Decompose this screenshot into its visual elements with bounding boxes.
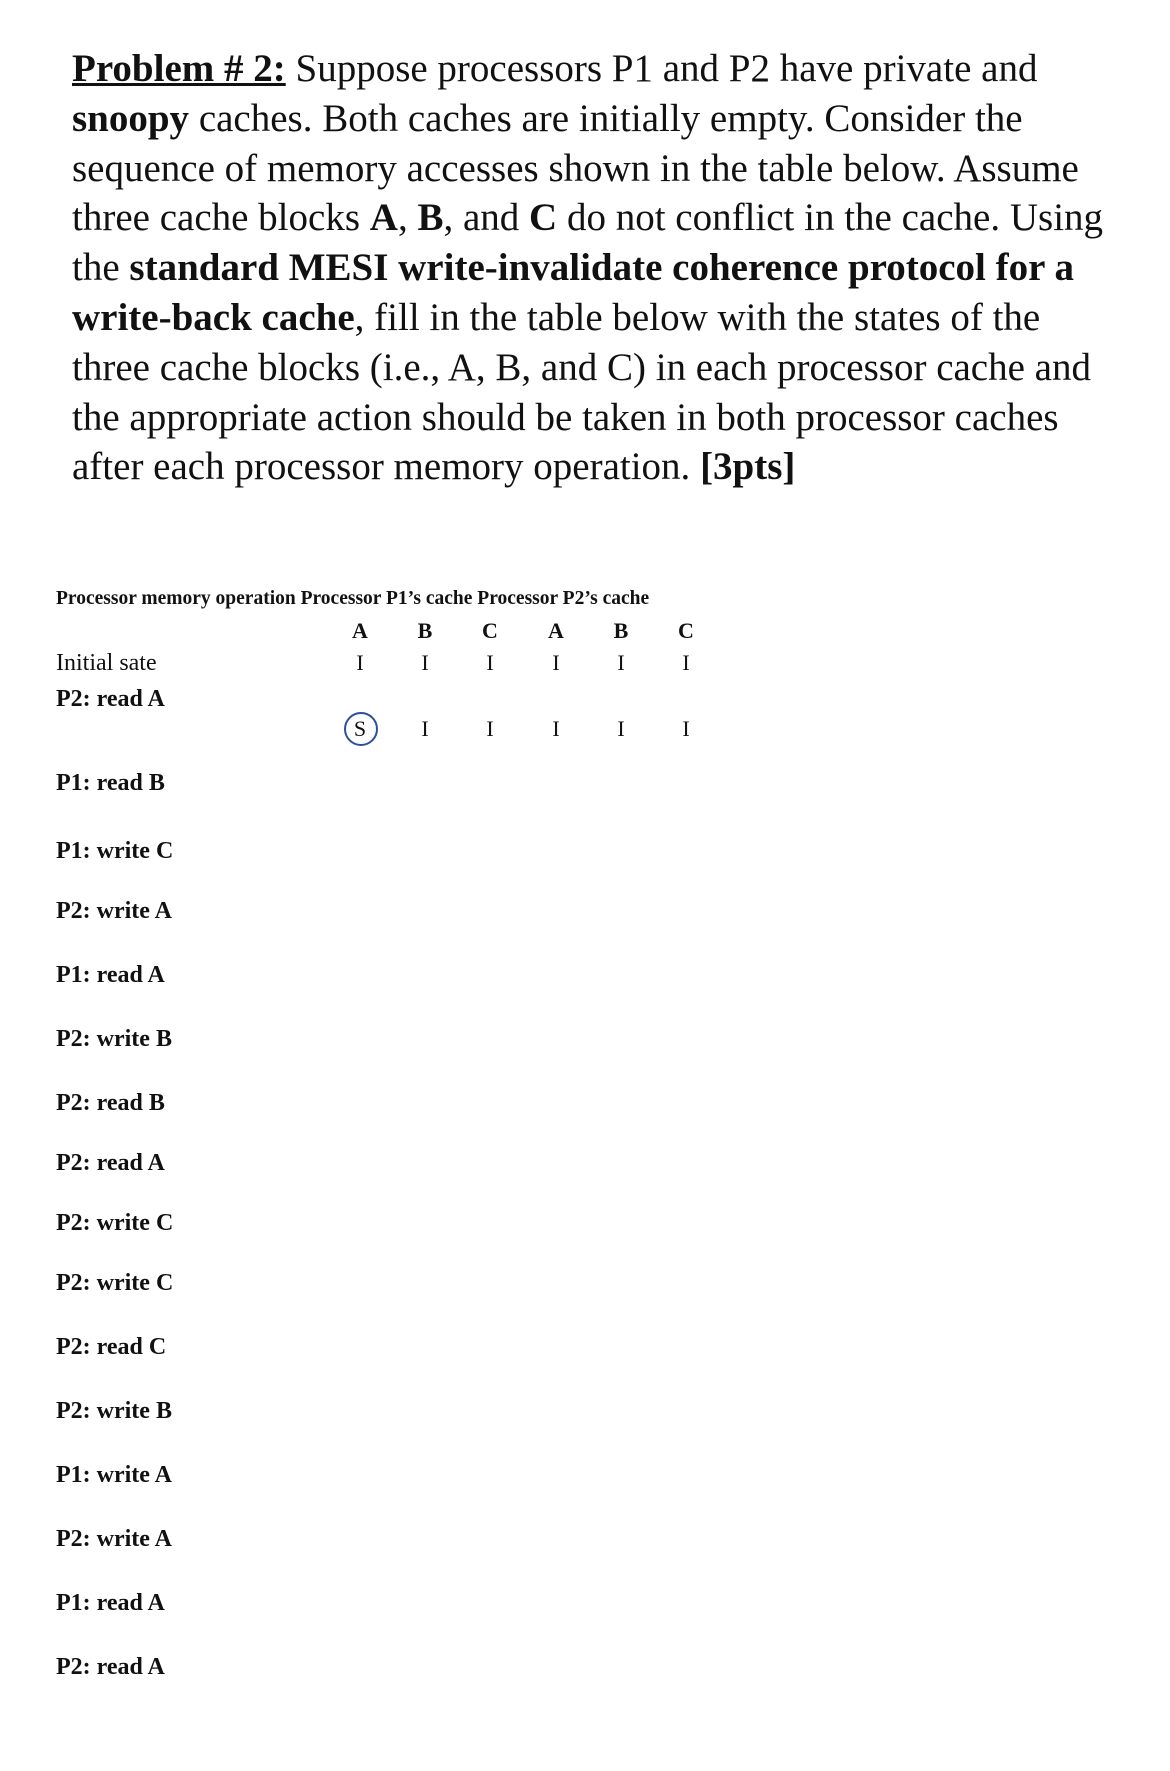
operation-label: P2: write B (56, 1026, 172, 1052)
problem-text-part: Suppose processors P1 and P2 have private and (285, 47, 1038, 90)
operation-label: Initial sate (56, 650, 157, 676)
state-cell: I (682, 650, 690, 675)
operation-label: P1: write A (56, 1462, 172, 1488)
operation-label: P2: write A (56, 1526, 172, 1552)
problem-text-part: , fill in the table below with the states of the three cache blocks (i.e., A, B, and C) in each processor cache and the appropriate action should be taken in both processor caches after each processor memory operation. (72, 295, 1091, 489)
problem-text-part: , and (443, 196, 530, 240)
operation-label: P2: read A (56, 1150, 165, 1176)
state-cell: I (421, 716, 429, 741)
operation-label: P2: write A (56, 898, 172, 924)
problem-text-part: caches. Both caches are initially empty. Consider the sequence of memory accesses shown in the table below. Assume three cache blocks (72, 96, 1079, 240)
state-cell: I (617, 716, 625, 741)
column-header-p2-a: A (548, 618, 564, 643)
handwritten-circle-mark (344, 712, 378, 746)
state-cell: S (353, 716, 367, 741)
operation-label: P1: read B (56, 770, 165, 796)
column-header-p1-c: C (482, 618, 498, 643)
operation-label: P2: read B (56, 1090, 165, 1116)
operation-label: P1: read A (56, 1590, 165, 1616)
state-cell: I (356, 650, 364, 675)
problem-text-part: [3pts] (700, 445, 796, 489)
table-header: Processor memory operation Processor P1’s cache Processor P2’s cache (56, 588, 650, 609)
problem-text-part: , (397, 196, 418, 240)
state-cell: I (486, 650, 494, 675)
state-cell: I (421, 650, 429, 675)
problem-text-part: C (529, 196, 558, 240)
operation-label: P2: write B (56, 1398, 172, 1424)
operation-label: P2: write C (56, 1210, 174, 1236)
operation-label: P2: read A (56, 1654, 165, 1680)
state-cell: I (617, 650, 625, 675)
problem-text-part: snoopy (72, 96, 190, 140)
problem-label: Problem # 2: (72, 47, 286, 90)
problem-text-part: B (417, 196, 444, 240)
state-cell: I (682, 716, 690, 741)
column-header-p1-a: A (352, 618, 368, 643)
column-header-p2-b: B (613, 618, 629, 643)
problem-text-part: do not conflict in the cache. Using the (72, 196, 1104, 290)
operation-label: P1: write C (56, 838, 174, 864)
problem-text-part: A (369, 196, 398, 240)
state-cell: I (486, 716, 494, 741)
state-cell: I (552, 650, 560, 675)
column-header-p2-c: C (678, 618, 694, 643)
column-header-p1-b: B (417, 618, 433, 643)
operation-label: P2: read A (56, 686, 165, 712)
operation-label: P2: write C (56, 1270, 174, 1296)
problem-text-part: standard MESI write-invalidate coherence protocol for a write-back cache (72, 246, 1074, 339)
state-cell: I (552, 716, 560, 741)
problem-statement (72, 44, 1122, 492)
operation-label: P2: read C (56, 1334, 167, 1360)
operation-label: P1: read A (56, 962, 165, 988)
